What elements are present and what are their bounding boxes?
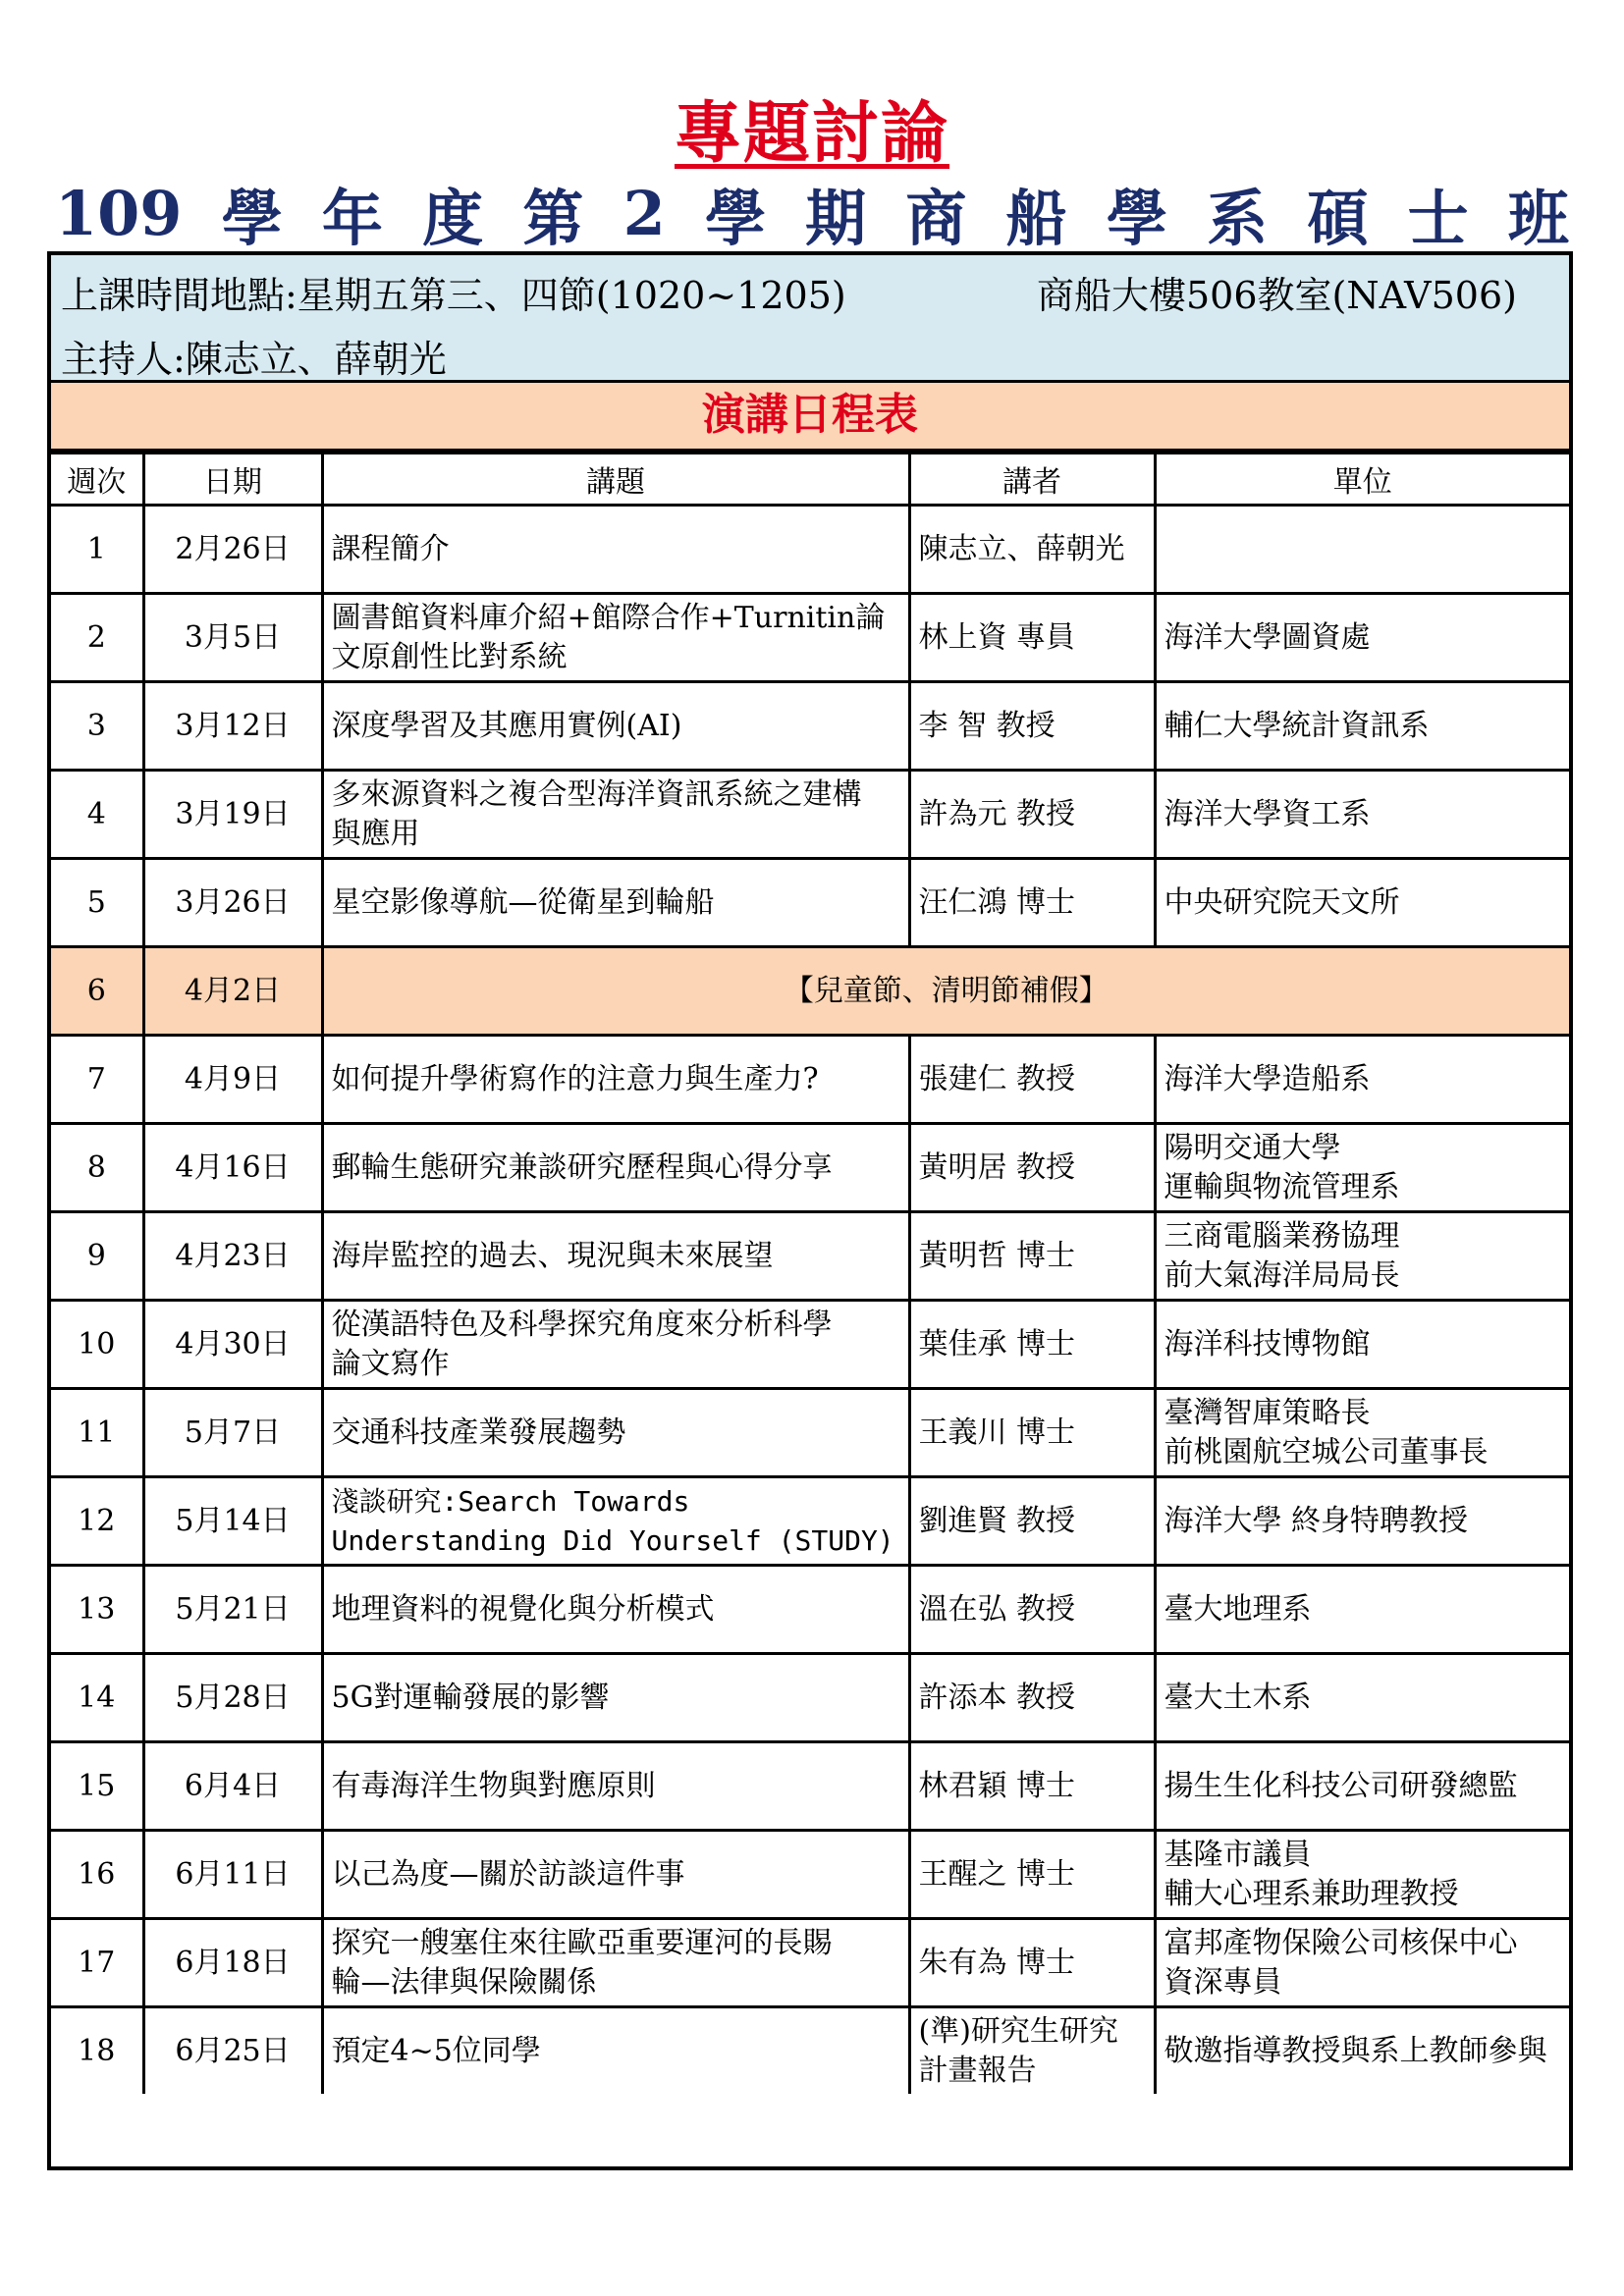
cell-unit-line: 臺灣智庫策略長	[1164, 1395, 1371, 1430]
cell-unit	[1155, 506, 1569, 594]
subtitle-char: 商	[905, 182, 967, 254]
cell-unit-line: 運輸與物流管理系	[1164, 1169, 1400, 1204]
cell-speaker-line: 溫在弘 教授	[918, 1591, 1076, 1627]
table-row	[51, 1301, 1569, 1389]
subtitle-char: 碩	[1307, 182, 1369, 254]
header-date: 日期	[143, 454, 322, 506]
cell-date: 6月4日	[143, 1742, 322, 1831]
subtitle-char: 度	[422, 182, 484, 254]
cell-unit	[1155, 2007, 1569, 2095]
subtitle-char: 第	[522, 182, 584, 254]
cell-topic	[322, 1124, 909, 1212]
cell-date: 4月23日	[143, 1212, 322, 1301]
cell-speaker	[909, 1742, 1155, 1831]
cell-topic	[322, 1919, 909, 2007]
subtitle-char: 期	[805, 182, 867, 254]
cell-speaker	[909, 1919, 1155, 2007]
cell-speaker	[909, 506, 1155, 594]
table-header-row	[51, 454, 1569, 506]
page-title: 專題討論	[674, 94, 949, 173]
cell-unit-line: 前桃園航空城公司董事長	[1164, 1434, 1489, 1469]
cell-topic-line: 海岸監控的過去、現況與未來展望	[331, 1238, 774, 1273]
cell-week: 8	[51, 1124, 143, 1212]
cell-speaker-line: 朱有為 博士	[918, 1945, 1076, 1980]
cell-unit-line: 臺大土木系	[1164, 1680, 1312, 1715]
header-speaker: 講者	[909, 454, 1155, 506]
schedule-heading: 演講日程表	[51, 383, 1569, 452]
cell-unit-line: 海洋大學圖資處	[1164, 619, 1371, 655]
cell-speaker-line: 葉佳承 博士	[918, 1326, 1076, 1362]
cell-unit	[1155, 594, 1569, 682]
cell-unit	[1155, 1742, 1569, 1831]
cell-speaker	[909, 1036, 1155, 1124]
cell-topic-line: 輪—法律與保險關係	[331, 1964, 597, 2000]
cell-topic-line: 郵輪生態研究兼談研究歷程與心得分享	[331, 1149, 833, 1185]
cell-topic-line: 圖書館資料庫介紹+館際合作+Turnitin論	[331, 600, 886, 635]
table-row	[51, 682, 1569, 771]
cell-unit	[1155, 771, 1569, 859]
cell-topic-line: 與應用	[331, 816, 420, 851]
cell-speaker-line: 汪仁鴻 博士	[918, 884, 1076, 920]
cell-speaker-line: 劉進賢 教授	[918, 1503, 1076, 1538]
cell-unit-line: 前大氣海洋局局長	[1164, 1257, 1400, 1293]
cell-unit-line: 海洋大學資工系	[1164, 796, 1371, 831]
cell-unit-line: 敬邀指導教授與系上教師參與	[1164, 2033, 1547, 2068]
cell-week: 3	[51, 682, 143, 771]
cell-unit	[1155, 1654, 1569, 1742]
cell-unit	[1155, 1301, 1569, 1389]
cell-topic	[322, 771, 909, 859]
cell-topic-line: 以己為度—關於訪談這件事	[331, 1856, 685, 1892]
subtitle-char: 班	[1507, 182, 1569, 254]
header-week: 週次	[51, 454, 143, 506]
cell-date: 5月14日	[143, 1477, 322, 1566]
cell-unit-line: 海洋大學造船系	[1164, 1061, 1371, 1096]
cell-topic	[322, 2007, 909, 2095]
cell-week: 7	[51, 1036, 143, 1124]
cell-topic	[322, 1654, 909, 1742]
cell-week: 11	[51, 1389, 143, 1477]
cell-topic-line: 有毒海洋生物與對應原則	[331, 1768, 656, 1803]
subtitle-char: 學	[1106, 182, 1167, 254]
cell-speaker-line: 陳志立、薛朝光	[918, 531, 1125, 566]
cell-topic	[322, 1831, 909, 1919]
table-row	[51, 594, 1569, 682]
subtitle-char: 士	[1407, 182, 1469, 254]
cell-week: 17	[51, 1919, 143, 2007]
cell-date: 3月26日	[143, 859, 322, 947]
cell-speaker	[909, 1477, 1155, 1566]
cell-speaker-line: 林上資 專員	[918, 619, 1076, 655]
cell-week: 6	[51, 947, 143, 1036]
cell-topic	[322, 1477, 909, 1566]
cell-date: 6月18日	[143, 1919, 322, 2007]
cell-topic-line: 文原創性比對系統	[331, 639, 568, 674]
cell-topic-line: 預定4~5位同學	[331, 2033, 541, 2068]
cell-speaker-line: 林君穎 博士	[918, 1768, 1076, 1803]
cell-speaker-line: 計畫報告	[918, 2053, 1037, 2088]
cell-unit-line: 基隆市議員	[1164, 1837, 1312, 1872]
cell-date: 4月16日	[143, 1124, 322, 1212]
table-row	[51, 771, 1569, 859]
table-row	[51, 1212, 1569, 1301]
cell-speaker	[909, 859, 1155, 947]
cell-date: 6月11日	[143, 1831, 322, 1919]
table-row	[51, 1124, 1569, 1212]
cell-date: 5月7日	[143, 1389, 322, 1477]
cell-topic-line: 深度學習及其應用實例(AI)	[331, 708, 682, 743]
cell-date: 6月25日	[143, 2007, 322, 2095]
cell-topic-line: 如何提升學術寫作的注意力與生產力?	[331, 1061, 819, 1096]
table-row	[51, 859, 1569, 947]
cell-unit-line: 海洋科技博物館	[1164, 1326, 1371, 1362]
cell-week: 1	[51, 506, 143, 594]
cell-topic-line: Understanding Did Yourself (STUDY)	[331, 1523, 894, 1557]
cell-week: 12	[51, 1477, 143, 1566]
cell-week: 2	[51, 594, 143, 682]
cell-unit-line: 富邦產物保險公司核保中心	[1164, 1925, 1518, 1960]
cell-unit-line: 輔大心理系兼助理教授	[1164, 1876, 1459, 1911]
cell-date: 5月28日	[143, 1654, 322, 1742]
course-info	[51, 255, 1569, 383]
cell-topic	[322, 1301, 909, 1389]
cell-speaker	[909, 771, 1155, 859]
subtitle-char: 年	[321, 182, 383, 254]
cell-unit	[1155, 1212, 1569, 1301]
cell-speaker	[909, 1831, 1155, 1919]
cell-date: 3月5日	[143, 594, 322, 682]
cell-topic	[322, 1389, 909, 1477]
cell-speaker	[909, 682, 1155, 771]
cell-topic-line: 論文寫作	[331, 1346, 450, 1381]
cell-speaker	[909, 1566, 1155, 1654]
cell-unit	[1155, 1566, 1569, 1654]
cell-speaker	[909, 1301, 1155, 1389]
cell-week: 10	[51, 1301, 143, 1389]
cell-unit	[1155, 1919, 1569, 2007]
cell-unit	[1155, 1036, 1569, 1124]
cell-unit-line: 揚生生化科技公司研發總監	[1164, 1768, 1518, 1803]
cell-week: 9	[51, 1212, 143, 1301]
cell-date: 5月21日	[143, 1566, 322, 1654]
cell-week: 13	[51, 1566, 143, 1654]
cell-topic	[322, 1212, 909, 1301]
cell-unit	[1155, 859, 1569, 947]
subtitle-char: 系	[1207, 182, 1269, 254]
cell-topic	[322, 506, 909, 594]
cell-topic	[322, 594, 909, 682]
table-row	[51, 1389, 1569, 1477]
cell-speaker	[909, 1389, 1155, 1477]
table-row	[51, 506, 1569, 594]
course-time-place: 上課時間地點:星期五第三、四節(1020~1205)	[61, 274, 846, 317]
cell-topic	[322, 859, 909, 947]
cell-speaker-line: 黃明居 教授	[918, 1149, 1076, 1185]
cell-date: 3月19日	[143, 771, 322, 859]
cell-date: 4月30日	[143, 1301, 322, 1389]
cell-speaker-line: 李 智 教授	[918, 708, 1056, 743]
cell-date: 3月12日	[143, 682, 322, 771]
cell-topic-line: 多來源資料之複合型海洋資訊系統之建構	[331, 776, 862, 812]
table-row	[51, 1477, 1569, 1566]
subtitle-char: 船	[1005, 182, 1067, 254]
cell-speaker	[909, 1124, 1155, 1212]
cell-speaker-line: 黃明哲 博士	[918, 1238, 1076, 1273]
cell-topic	[322, 1566, 909, 1654]
cell-speaker-line: 許為元 教授	[918, 796, 1076, 831]
cell-speaker-line: 許添本 教授	[918, 1680, 1076, 1715]
cell-topic-line: 淺談研究:Search Towards	[331, 1484, 690, 1518]
table-row	[51, 947, 1569, 1036]
cell-holiday-note: 【兒童節、清明節補假】	[322, 947, 1569, 1036]
subtitle-char: 109	[55, 177, 183, 249]
table-row	[51, 2007, 1569, 2095]
cell-unit	[1155, 682, 1569, 771]
cell-topic-line: 課程簡介	[331, 531, 450, 566]
cell-topic-line: 星空影像導航—從衛星到輪船	[331, 884, 715, 920]
subtitle-char: 學	[704, 182, 766, 254]
cell-unit-line: 中央研究院天文所	[1164, 884, 1400, 920]
cell-week: 15	[51, 1742, 143, 1831]
table-row	[51, 1566, 1569, 1654]
cell-speaker-line: 王義川 博士	[918, 1415, 1076, 1450]
cell-unit-line: 資深專員	[1164, 1964, 1282, 2000]
header-topic: 講題	[322, 454, 909, 506]
cell-week: 14	[51, 1654, 143, 1742]
subtitle-char: 學	[221, 182, 283, 254]
cell-topic-line: 交通科技產業發展趨勢	[331, 1415, 626, 1450]
table-row	[51, 1919, 1569, 2007]
table-row	[51, 1831, 1569, 1919]
cell-speaker	[909, 594, 1155, 682]
cell-unit	[1155, 1831, 1569, 1919]
cell-unit-line: 三商電腦業務協理	[1164, 1218, 1400, 1254]
cell-speaker	[909, 2007, 1155, 2095]
cell-speaker	[909, 1654, 1155, 1742]
cell-unit	[1155, 1124, 1569, 1212]
schedule-sheet	[47, 251, 1573, 2170]
cell-speaker	[909, 1212, 1155, 1301]
cell-topic-line: 地理資料的視覺化與分析模式	[331, 1591, 715, 1627]
cell-unit-line: 海洋大學 終身特聘教授	[1164, 1503, 1469, 1538]
cell-speaker-line: (準)研究生研究	[918, 2013, 1118, 2049]
header-unit: 單位	[1155, 454, 1569, 506]
cell-date: 2月26日	[143, 506, 322, 594]
course-room: 商船大樓506教室(NAV506)	[1037, 274, 1517, 317]
page-subtitle	[55, 173, 1569, 253]
cell-week: 18	[51, 2007, 143, 2095]
cell-week: 16	[51, 1831, 143, 1919]
course-hosts: 主持人:陳志立、薛朝光	[61, 338, 447, 381]
cell-topic-line: 探究一艘塞住來往歐亞重要運河的長賜	[331, 1925, 833, 1960]
cell-date: 4月9日	[143, 1036, 322, 1124]
cell-topic-line: 從漢語特色及科學探究角度來分析科學	[331, 1307, 833, 1342]
cell-speaker-line: 王醒之 博士	[918, 1856, 1076, 1892]
cell-unit	[1155, 1477, 1569, 1566]
table-row	[51, 1654, 1569, 1742]
cell-week: 4	[51, 771, 143, 859]
cell-week: 5	[51, 859, 143, 947]
table-row	[51, 1036, 1569, 1124]
cell-topic	[322, 1036, 909, 1124]
cell-unit-line: 輔仁大學統計資訊系	[1164, 708, 1430, 743]
schedule-table	[51, 452, 1569, 2094]
cell-unit-line: 臺大地理系	[1164, 1591, 1312, 1627]
table-row	[51, 1742, 1569, 1831]
cell-topic	[322, 682, 909, 771]
cell-date: 4月2日	[143, 947, 322, 1036]
cell-unit-line: 陽明交通大學	[1164, 1130, 1341, 1165]
subtitle-char: 2	[623, 177, 666, 249]
cell-topic-line: 5G對運輸發展的影響	[331, 1680, 610, 1715]
cell-speaker-line: 張建仁 教授	[918, 1061, 1076, 1096]
cell-topic	[322, 1742, 909, 1831]
cell-unit	[1155, 1389, 1569, 1477]
